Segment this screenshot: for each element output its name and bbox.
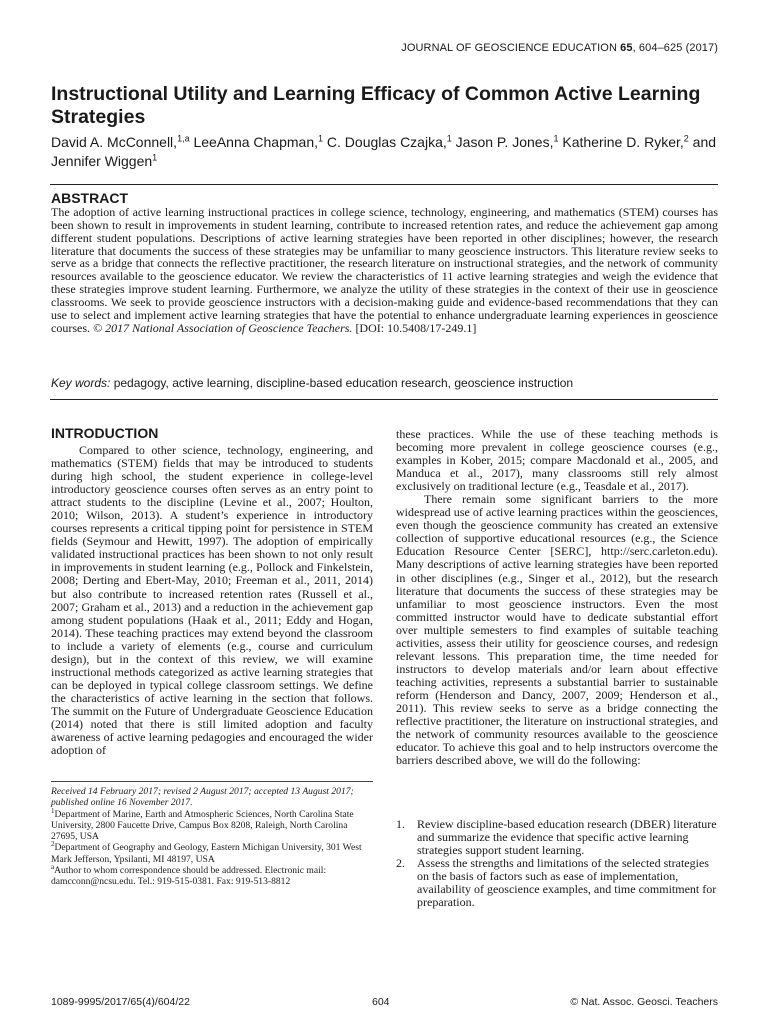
footer-page-number: 604 <box>372 996 390 1008</box>
footnote-text: Department of Marine, Earth and Atmospheric Sciences, North Carolina State University, 2800 Faucette Drive, Campus Box 8208, Raleigh, North Carolina 27695, USA <box>51 808 354 843</box>
author-list <box>51 133 731 171</box>
author-name: Katherine D. Ryker, <box>558 134 684 150</box>
journal-header <box>401 42 718 54</box>
author-name: LeeAnna Chapman, <box>189 134 319 150</box>
author-affiliation: 1 <box>553 133 559 144</box>
intro-paragraph: these practices. While the use of these teaching methods is becoming more prevalent in college geoscience courses (e.g., examples in Kober, 2015; compare Macdonald et al., 2005, and Manduca et al., 2017), many classrooms still rely almost exclusively on traditional lecture (e.g., Teasdale et al., 2017). <box>396 427 718 494</box>
list-text: Assess the strengths and limitations of the selected strategies on the basis of factors such as ease of implementation, availability of geoscience examples, and time commitment for preparation. <box>417 856 717 910</box>
author-affiliation: 2 <box>683 133 689 144</box>
intro-paragraph: Compared to other science, technology, engineering, and mathematics (STEM) fields that may be introduced to students during high school, the student experience in college-level introductory geoscience courses often serves as an entry point to attract students to the discipline (Levine et al., 2007; Houlton, 2010; Wilson, 2013). A student’s experience in introductory courses represents a critical tipping point for persistence in STEM fields (Seymour and Hewitt, 1997). The adoption of empirically validated instructional practices has been shown to not only result in improvements in student learning (e.g., Pollock and Finkelstein, 2008; Derting and Ebert-May, 2010; Freeman et al., 2011, 2014) but also contribute to increased retention rates (Russell et al., 2007; Graham et al., 2013) and a reduction in the achievement gap among student populations (Haak et al., 2011; Eddy and Hogan, 2014). These teaching practices may extend beyond the classroom to include a variety of elements (e.g., course and curriculum design), but in the context of this review, we will examine instructional methods categorized as active learning strategies that can be deployed in typical college classroom settings. We define the characteristics of active learning in the section that follows. The summit on the Future of Undergraduate Geoscience Education (2014) noted that there is still limited adoption and faculty awareness of active learning pedagogies and encouraged the wider adoption of <box>51 443 373 758</box>
list-item <box>396 818 718 857</box>
list-text: Review discipline-based education research (DBER) literature and summarize the evidence that specific active learning strategies support student learning. <box>417 817 717 858</box>
footer-copyright: © Nat. Assoc. Geosci. Teachers <box>570 996 718 1008</box>
author-affiliation: 1 <box>446 133 452 144</box>
goals-list <box>396 818 718 909</box>
article-title: Instructional Utility and Learning Efficacy of Common Active Learning Strategies <box>51 83 701 128</box>
keywords-label: Key words: <box>51 376 111 390</box>
abstract-heading: ABSTRACT <box>51 190 128 206</box>
list-number: 2. <box>396 856 405 871</box>
footnote-item <box>51 806 373 843</box>
abstract-text: The adoption of active learning instructional practices in college science, technology, engineering, and mathematics (STEM) courses has been shown to result in improvements in student learning, contribute to increased retention rates, and reduce the achievement gap among different student populations. Descriptions of active learning strategies have been reported in other disciplines; however, the research literature that documents the success of these strategies may be unfamiliar to many geoscience instructors. This literature review seeks to serve as a bridge that connects the reflective practitioner, the research literature on instructional strategies, and the network of community resources available to the geoscience educator. We review the characteristics of 11 active learning strategies and weigh the evidence that these strategies improve student learning. Furthermore, we analyze the utility of these strategies in the context of their use in geoscience classrooms. We seek to provide geoscience instructors with a decision-making guide and evidence-based recommendations that they can use to select and implement active learning strategies that have the potential to enhance undergraduate learning experiences in geoscience courses. <box>51 205 718 335</box>
keywords-bottom-rule <box>50 399 718 400</box>
received-dates: Received 14 February 2017; revised 2 August 2017; accepted 13 August 2017; published online 16 November 2017. <box>51 786 354 809</box>
author-name: David A. McConnell, <box>51 134 178 150</box>
footnotes <box>51 786 373 888</box>
footer-issn: 1089-9995/2017/65(4)/604/22 <box>51 996 190 1008</box>
footnote-marker: 1 <box>51 806 55 815</box>
author-name: Jason P. Jones, <box>451 134 554 150</box>
abstract-doi: [DOI: 10.5408/17-249.1] <box>352 320 477 335</box>
journal-pages: , 604–625 (2017) <box>632 42 718 54</box>
author-affiliation: 1 <box>318 133 324 144</box>
journal-volume: 65 <box>620 42 633 54</box>
footnote-item <box>51 842 373 865</box>
abstract-copyright: © 2017 National Association of Geoscience Teachers. <box>93 320 353 335</box>
author-affiliation: 1,a <box>177 133 190 144</box>
footnote-text: Department of Geography and Geology, Eastern Michigan University, 301 West Mark Jefferson, Ypsilanti, MI 48197, USA <box>51 842 362 865</box>
list-item <box>396 857 718 909</box>
footnote-marker: 2 <box>51 840 55 849</box>
author-name: and Jennifer Wiggen <box>51 134 717 169</box>
abstract-body <box>51 206 718 334</box>
author-name: C. Douglas Czajka, <box>323 134 447 150</box>
right-column <box>396 428 718 767</box>
abstract-top-rule <box>50 184 718 185</box>
footnote-text: Author to whom correspondence should be addressed. Electronic mail: damcconn@ncsu.edu. Tel.: 919-515-0381. Fax: 919-513-8812 <box>51 865 327 888</box>
author-affiliation: 1 <box>152 152 158 163</box>
left-column <box>51 444 373 757</box>
footnote-item <box>51 862 373 888</box>
keywords <box>51 376 718 391</box>
footnote-rule <box>51 781 373 782</box>
footnote-marker: a <box>51 862 55 871</box>
keywords-text: pedagogy, active learning, discipline-based education research, geoscience instruction <box>110 376 574 390</box>
journal-name: JOURNAL OF GEOSCIENCE EDUCATION <box>401 42 618 54</box>
introduction-heading: INTRODUCTION <box>51 425 159 441</box>
list-number: 1. <box>396 817 405 831</box>
intro-paragraph: There remain some significant barriers to the more widespread use of active learning practices within the geosciences, even though the geoscience community has created an extensive collection of supportive educational resources (e.g., the Science Education Resource Center [SERC], http://serc.carleton.edu). Many descriptions of active learning strategies have been reported in other disciplines (e.g., Singer et al., 2012), but the research literature that documents the success of these strategies may be unfamiliar to most geoscience instructors. Even the most committed instructor would have to dedicate substantial effort over multiple semesters to find examples of suitable teaching activities, assess their utility for geoscience courses, and redesign relevant lessons. This preparation time, the time needed for instructors to develop materials and/or learn about effective teaching activities, represents a substantial barrier to sustainable reform (Henderson and Dancy, 2007, 2009; Henderson et al., 2011). This review seeks to serve as a bridge connecting the reflective practitioner, the literature on instructional strategies, and the network of community resources available to the geoscience educator. To achieve this goal and to help instructors overcome the barriers described above, we will do the following: <box>396 492 718 768</box>
